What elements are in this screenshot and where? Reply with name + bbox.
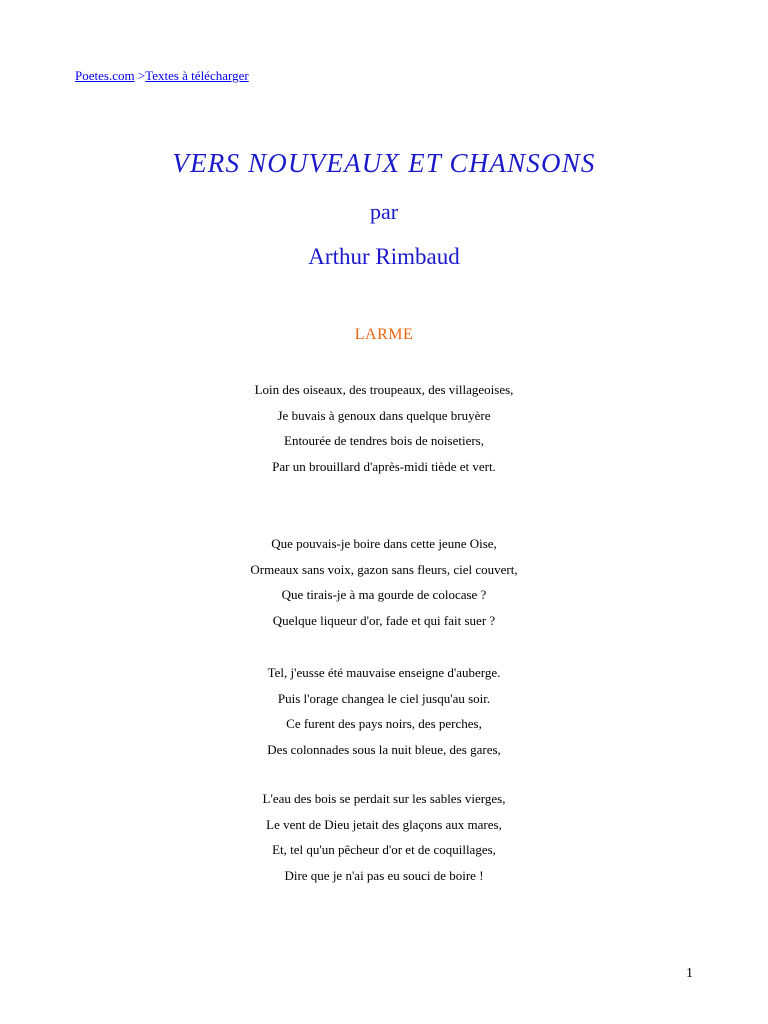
stanza-4 [0, 786, 768, 888]
poem-line: Que pouvais-je boire dans cette jeune Oise, [271, 536, 497, 551]
poem-line: Dire que je n'ai pas eu souci de boire ! [284, 867, 484, 883]
poem-line: Le vent de Dieu jetait des glaçons aux mares, [266, 816, 502, 832]
page-number: 1 [686, 966, 693, 981]
poem-line: Entourée de tendres bois de noisetiers, [284, 433, 484, 448]
document-by: par [369, 199, 399, 224]
document-author: Arthur Rimbaud [308, 244, 460, 269]
poem-line: Par un brouillard d'après-midi tiède et vert. [272, 458, 496, 474]
poem-line: Que tirais-je à ma gourde de colocase ? [281, 587, 487, 602]
stanza-3 [0, 660, 768, 762]
stanza-1 [0, 377, 768, 479]
stanza-2 [0, 531, 768, 633]
poem-line: Puis l'orage changea le ciel jusqu'au soir. [277, 690, 491, 706]
breadcrumb-separator: > [137, 68, 146, 83]
poem-line: Et, tel qu'un pêcheur d'or et de coquillages, [272, 842, 496, 857]
poem-line: Ce furent des pays noirs, des perches, [286, 716, 482, 731]
poem-title: LARME [354, 326, 414, 343]
breadcrumb-section-link[interactable]: Textes à télécharger [145, 68, 249, 83]
poem-line: Ormeaux sans voix, gazon sans fleurs, ciel couvert, [250, 561, 518, 577]
poem-line: L'eau des bois se perdait sur les sables vierges, [262, 791, 506, 806]
poem-line: Tel, j'eusse été mauvaise enseigne d'auberge. [267, 665, 501, 680]
poem-line: Quelque liqueur d'or, fade et qui fait suer ? [272, 612, 496, 628]
document-title: VERS NOUVEAUX ET CHANSONS [172, 148, 596, 178]
poem-line: Je buvais à genoux dans quelque bruyère [277, 407, 491, 423]
breadcrumb-home-link[interactable]: Poetes.com [75, 68, 135, 83]
poem-line: Loin des oiseaux, des troupeaux, des villageoises, [254, 382, 514, 397]
poem-line: Des colonnades sous la nuit bleue, des gares, [267, 741, 501, 757]
breadcrumb [75, 68, 249, 84]
